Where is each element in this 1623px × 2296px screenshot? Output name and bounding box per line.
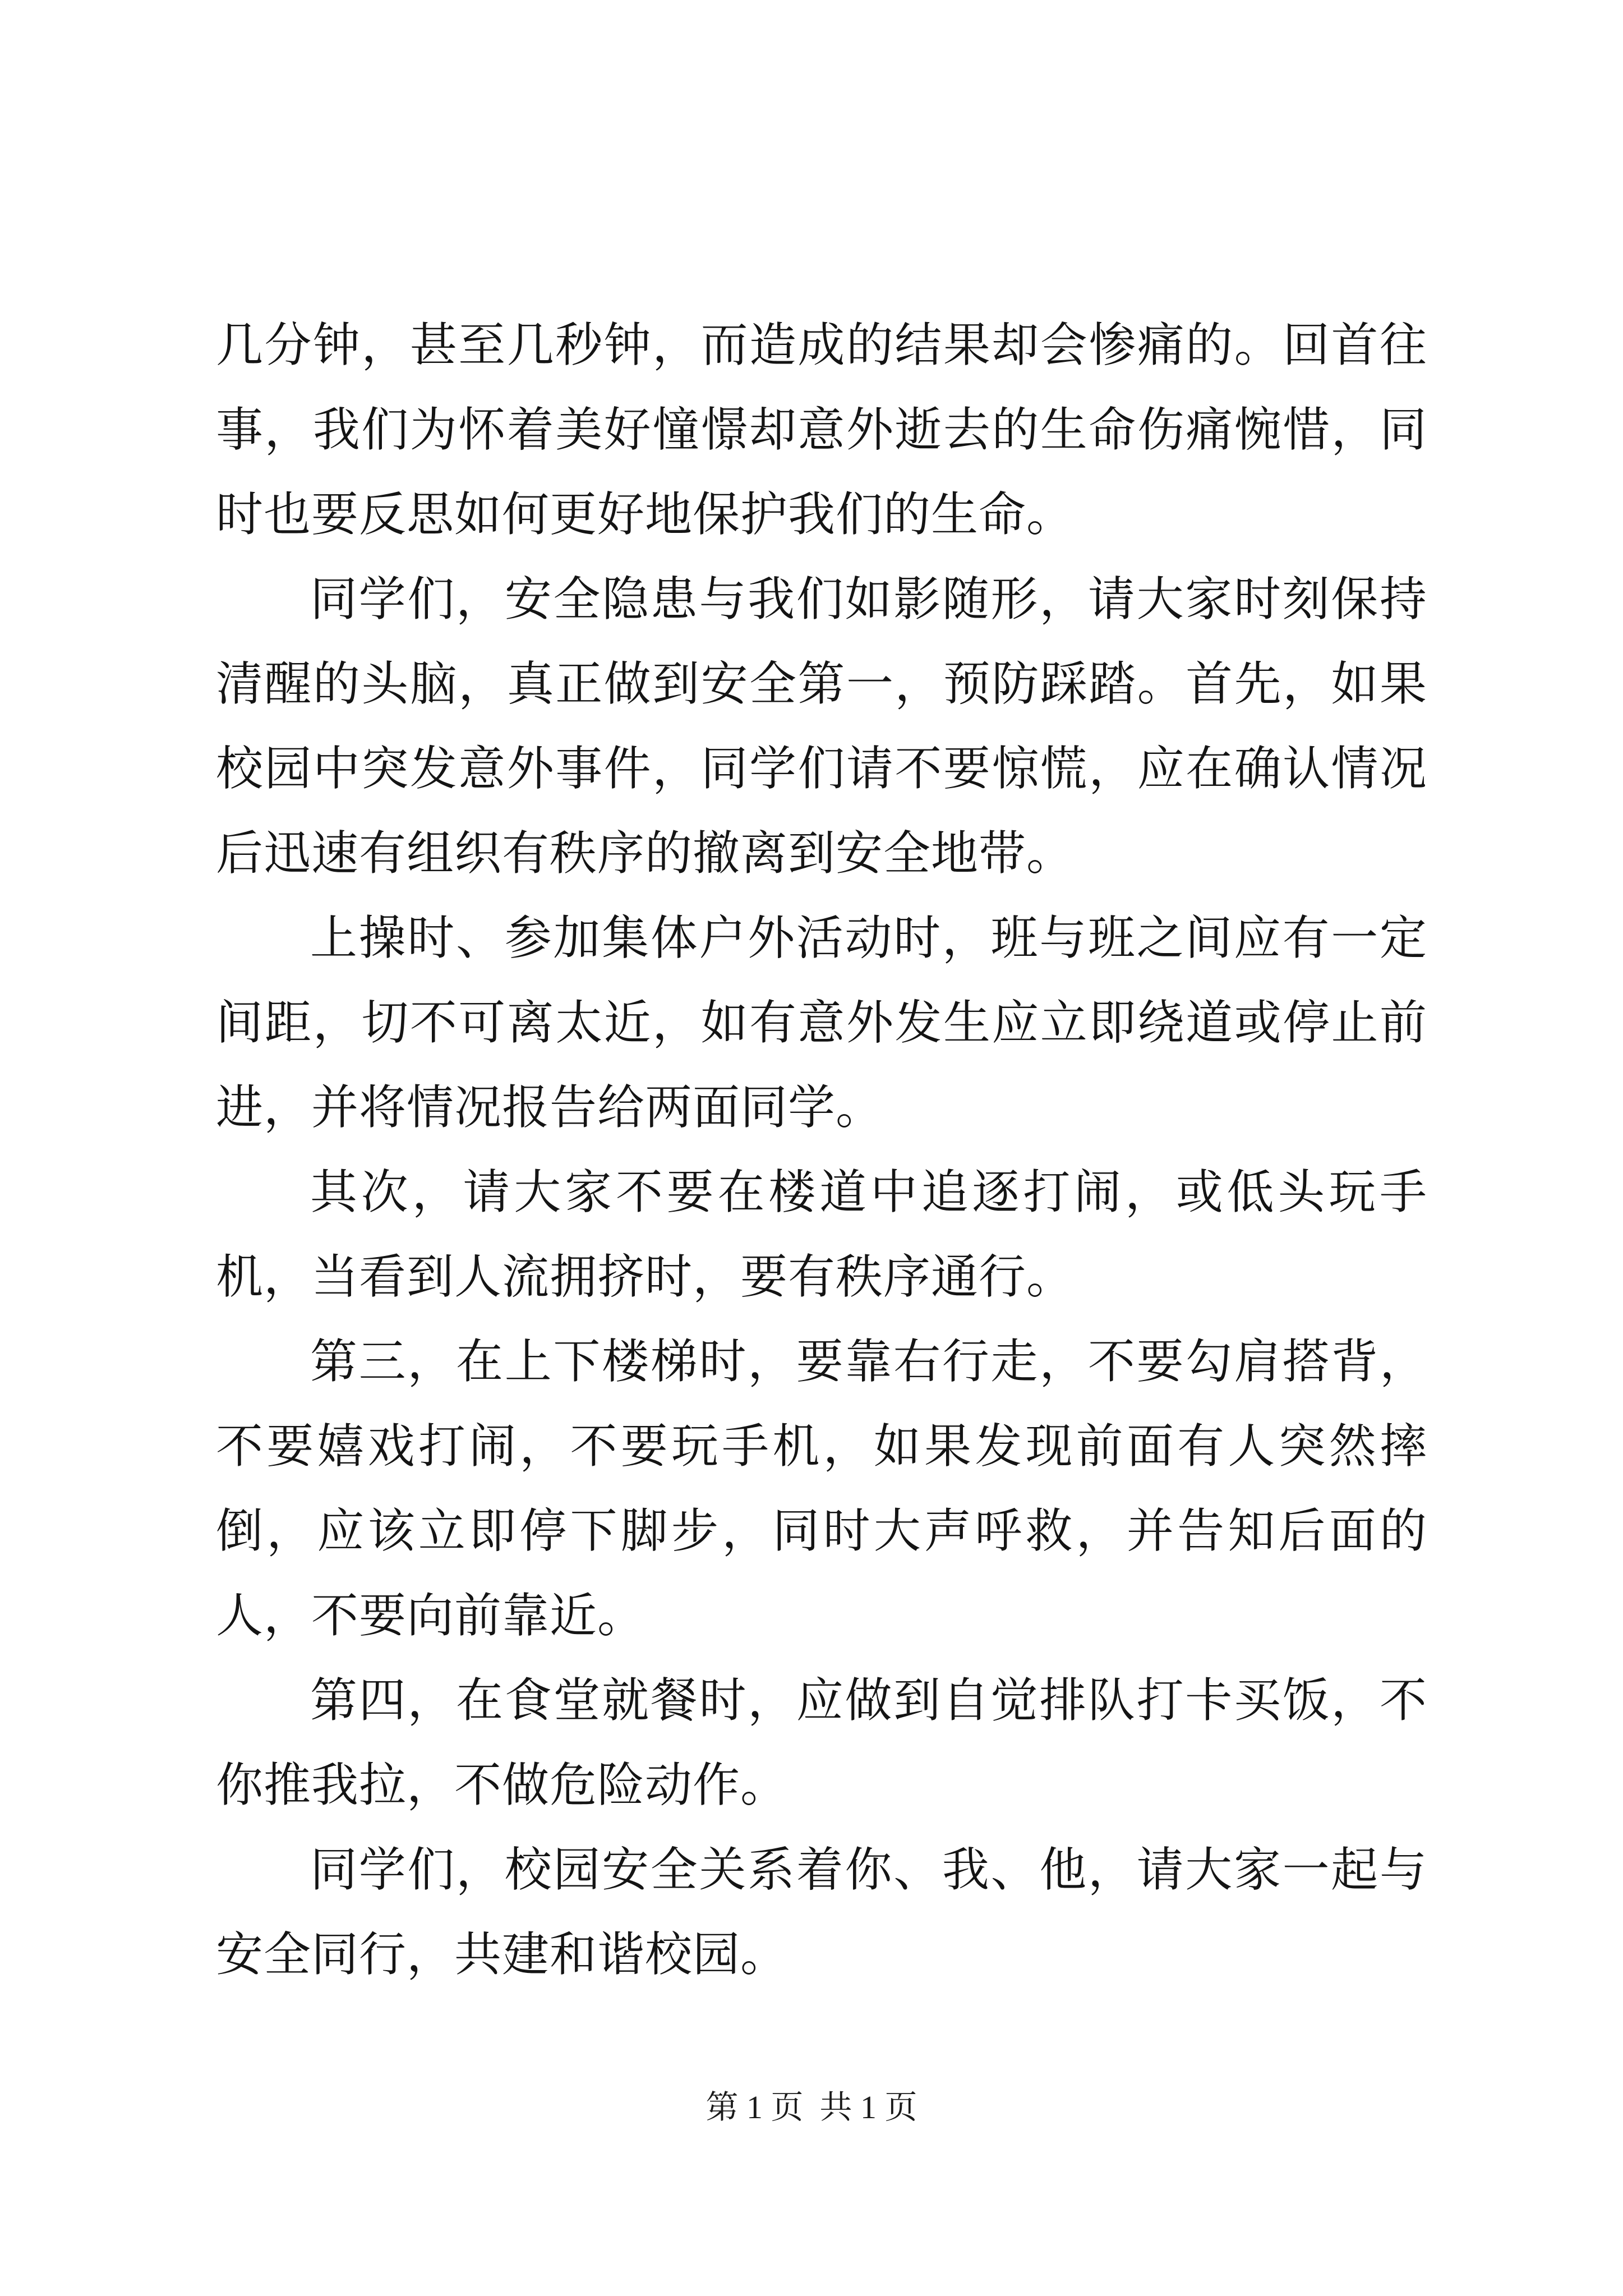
paragraph-3: 上操时、参加集体户外活动时，班与班之间应有一定间距，切不可离太近，如有意外发生应立即绕道或停止前进，并将情况报告给两面同学。 <box>216 910 1427 1135</box>
paragraph-7: 同学们，校园安全关系着你、我、他，请大家一起与安全同行，共建和谐校园。 <box>216 1842 1427 1982</box>
page-footer: 第 1 页 共 1 页 <box>706 2089 917 2125</box>
paragraph-1: 几分钟，甚至几秒钟，而造成的结果却会惨痛的。回首往事，我们为怀着美好憧憬却意外逝去的生命伤痛惋惜，同时也要反思如何更好地保护我们的生命。 <box>216 318 1427 542</box>
document-body <box>216 303 1427 1997</box>
paragraph-6: 第四，在食堂就餐时，应做到自觉排队打卡买饭，不你推我拉，不做危险动作。 <box>216 1673 1427 1812</box>
paragraph-4: 其次，请大家不要在楼道中追逐打闹，或低头玩手机，当看到人流拥挤时，要有秩序通行。 <box>216 1165 1427 1304</box>
paragraph-5: 第三，在上下楼梯时，要靠右行走，不要勾肩搭背，不要嬉戏打闹，不要玩手机，如果发现前面有人突然摔倒，应该立即停下脚步，同时大声呼救，并告知后面的人，不要向前靠近。 <box>216 1334 1427 1643</box>
paragraph-2: 同学们，安全隐患与我们如影随形，请大家时刻保持清醒的头脑，真正做到安全第一，预防踩踏。首先，如果校园中突发意外事件，同学们请不要惊慌，应在确认情况后迅速有组织有秩序的撤离到安全地带。 <box>216 572 1427 881</box>
